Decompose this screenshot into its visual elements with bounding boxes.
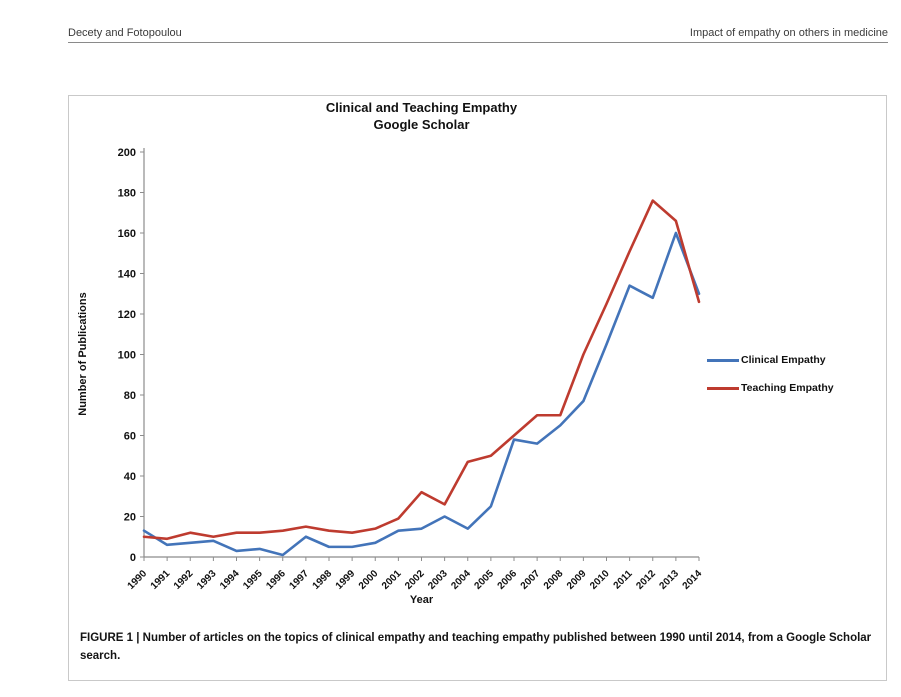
x-tick-label: 2008 [541, 568, 566, 592]
teaching-empathy-line [144, 201, 699, 539]
y-tick-label: 20 [123, 511, 136, 524]
y-tick-label: 80 [123, 390, 136, 402]
legend-entry-teaching [707, 382, 834, 394]
x-axis-title: Year [409, 594, 434, 606]
teaching-empathy-line-swatch [707, 387, 739, 390]
x-tick-label: 1991 [148, 568, 173, 592]
x-tick-label: 2011 [611, 568, 635, 592]
x-tick-label: 2010 [588, 568, 612, 592]
y-axis-title: Number of Publications [77, 292, 89, 416]
x-tick-label: 2007 [518, 568, 543, 592]
x-tick-label: 1993 [194, 568, 219, 592]
y-tick-label: 200 [117, 147, 136, 159]
x-tick-label: 2013 [657, 568, 681, 592]
figure-caption-label: FIGURE 1 | [80, 632, 143, 644]
running-head-title: Impact of empathy on others in medicine [689, 27, 888, 39]
x-tick-label: 2006 [495, 568, 520, 592]
y-tick-label: 160 [117, 228, 136, 240]
chart-title [144, 100, 699, 134]
figure-caption-text: Number of articles on the topics of clinical empathy and teaching empathy published between 1990 until 2014, from a Google Scholar search. [80, 632, 872, 662]
figure-box [68, 95, 887, 681]
x-tick-label: 1990 [125, 568, 150, 592]
x-tick-label: 2004 [449, 568, 473, 592]
y-tick-label: 180 [117, 187, 136, 200]
x-tick-label: 1998 [310, 568, 335, 592]
y-tick-label: 120 [117, 309, 136, 321]
running-head [68, 24, 888, 43]
x-tick-label: 2000 [356, 568, 381, 592]
figure-caption [69, 628, 888, 666]
y-tick-label: 100 [117, 349, 136, 362]
legend-label-teaching: Teaching Empathy [741, 382, 834, 394]
x-tick-label: 1995 [241, 568, 265, 592]
x-tick-label: 2009 [564, 568, 589, 592]
chart-title-line2: Google Scholar [373, 116, 470, 132]
chart-title-line1: Clinical and Teaching Empathy [325, 100, 518, 115]
legend-entry-clinical [707, 354, 834, 366]
y-tick-label: 40 [123, 471, 136, 483]
x-tick-label: 1992 [171, 568, 196, 592]
x-tick-label: 2014 [680, 568, 705, 592]
y-tick-label: 0 [129, 552, 136, 564]
x-tick-label: 2012 [634, 568, 658, 592]
x-tick-label: 2002 [403, 568, 427, 592]
x-tick-label: 1997 [287, 568, 311, 592]
y-tick-label: 140 [117, 268, 136, 281]
chart-legend [707, 354, 834, 410]
x-tick-label: 1994 [218, 568, 242, 592]
clinical-empathy-line-swatch [707, 359, 739, 362]
legend-label-clinical: Clinical Empathy [741, 354, 826, 366]
x-tick-label: 2003 [426, 568, 450, 592]
x-tick-label: 2005 [472, 568, 496, 592]
x-tick-label: 1999 [333, 568, 358, 592]
x-tick-label: 2001 [379, 568, 404, 592]
running-head-authors: Decety and Fotopoulou [68, 27, 182, 39]
y-tick-label: 60 [123, 430, 136, 443]
line-chart [69, 96, 886, 628]
x-tick-label: 1996 [264, 568, 288, 592]
